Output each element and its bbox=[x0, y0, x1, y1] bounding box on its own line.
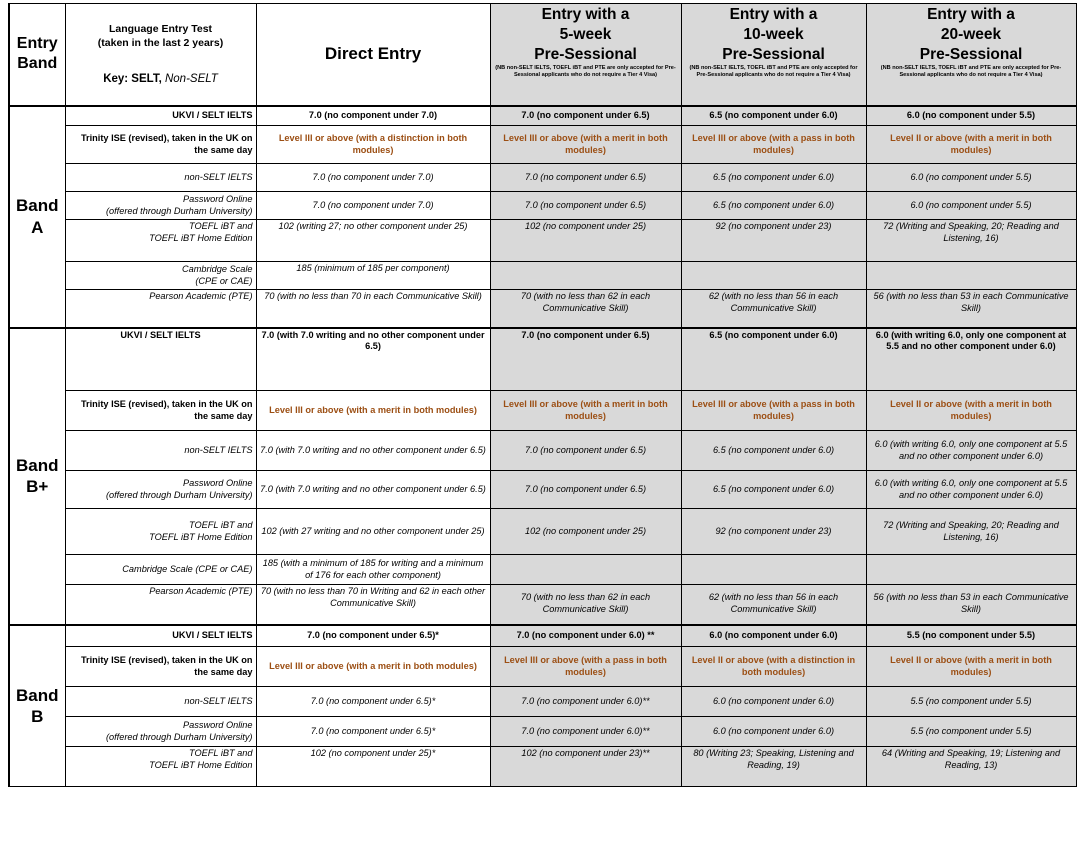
direct-value: 7.0 (with 7.0 writing and no other component under 6.5) bbox=[256, 471, 490, 509]
table-row bbox=[9, 106, 1076, 126]
five-week-value: 7.0 (no component under 6.0)** bbox=[490, 717, 681, 747]
direct-value: 102 (no component under 25)* bbox=[256, 747, 490, 787]
ten-week-value: 6.5 (no component under 6.0) bbox=[681, 431, 866, 471]
ten-week-value: 92 (no component under 23) bbox=[681, 220, 866, 262]
twenty-week-value: 72 (Writing and Speaking, 20; Reading and Listening, 16) bbox=[866, 509, 1076, 555]
twenty-week-value bbox=[866, 262, 1076, 290]
twenty-week-value: 5.5 (no component under 5.5) bbox=[866, 625, 1076, 647]
ten-week-value: 6.5 (no component under 6.0) bbox=[681, 192, 866, 220]
band-a-label: Band A bbox=[9, 106, 65, 328]
twenty-week-value: 6.0 (no component under 5.5) bbox=[866, 106, 1076, 126]
twenty-week-value: 6.0 (no component under 5.5) bbox=[866, 192, 1076, 220]
test-name: Cambridge Scale (CPE or CAE) bbox=[65, 262, 256, 290]
twenty-week-value: 6.0 (with writing 6.0, only one component at 5.5 and no other component under 6.0) bbox=[866, 431, 1076, 471]
twenty-week-value: 56 (with no less than 53 in each Communicative Skill) bbox=[866, 290, 1076, 328]
five-week-value: 70 (with no less than 62 in each Communicative Skill) bbox=[490, 290, 681, 328]
test-name: TOEFL iBT and TOEFL iBT Home Edition bbox=[65, 747, 256, 787]
twenty-week-value: Level II or above (with a merit in both modules) bbox=[866, 391, 1076, 431]
direct-value: 102 (writing 27; no other component under 25) bbox=[256, 220, 490, 262]
direct-value: 7.0 (no component under 6.5)* bbox=[256, 717, 490, 747]
five-week-value: 7.0 (no component under 6.5) bbox=[490, 106, 681, 126]
twenty-week-value: 56 (with no less than 53 in each Communicative Skill) bbox=[866, 585, 1076, 625]
test-name: Password Online (offered through Durham University) bbox=[65, 192, 256, 220]
direct-value: 7.0 (no component under 7.0) bbox=[256, 192, 490, 220]
test-name: Password Online (offered through Durham University) bbox=[65, 717, 256, 747]
direct-entry-header: Direct Entry bbox=[256, 4, 490, 106]
table-row bbox=[9, 687, 1076, 717]
five-week-value: 7.0 (no component under 6.5) bbox=[490, 471, 681, 509]
five-week-value: 7.0 (no component under 6.0)** bbox=[490, 687, 681, 717]
table-row bbox=[9, 328, 1076, 391]
table-row bbox=[9, 747, 1076, 787]
five-week-header: Entry with a 5-week Pre-Sessional (NB non-SELT IELTS, TOEFL iBT and PTE are only accepted for Pre-Sessional applicants who do not require a Tier 4 Visa) bbox=[490, 4, 681, 106]
ten-week-value: 6.0 (no component under 6.0) bbox=[681, 687, 866, 717]
ten-week-value: 6.5 (no component under 6.0) bbox=[681, 328, 866, 391]
direct-value: 7.0 (no component under 6.5)* bbox=[256, 625, 490, 647]
ten-week-value: 92 (no component under 23) bbox=[681, 509, 866, 555]
direct-value: Level III or above (with a distinction in both modules) bbox=[256, 126, 490, 164]
ten-week-value: Level III or above (with a pass in both modules) bbox=[681, 391, 866, 431]
ten-week-value: 6.5 (no component under 6.0) bbox=[681, 164, 866, 192]
test-name: UKVI / SELT IELTS bbox=[65, 328, 256, 391]
five-week-value: 70 (with no less than 62 in each Communicative Skill) bbox=[490, 585, 681, 625]
direct-value: 185 (minimum of 185 per component) bbox=[256, 262, 490, 290]
table-row bbox=[9, 647, 1076, 687]
ten-week-value bbox=[681, 262, 866, 290]
test-name: UKVI / SELT IELTS bbox=[65, 625, 256, 647]
ten-week-value: 80 (Writing 23; Speaking, Listening and Reading, 19) bbox=[681, 747, 866, 787]
table-row bbox=[9, 126, 1076, 164]
five-week-value: 7.0 (no component under 6.5) bbox=[490, 164, 681, 192]
language-test-header: Language Entry Test (taken in the last 2 years) Key: SELT, Non-SELT bbox=[65, 4, 256, 106]
entry-band-header: Entry Band bbox=[9, 4, 65, 106]
test-name: Cambridge Scale (CPE or CAE) bbox=[65, 555, 256, 585]
header-row bbox=[9, 4, 1076, 106]
test-name: Pearson Academic (PTE) bbox=[65, 290, 256, 328]
twenty-week-value: 5.5 (no component under 5.5) bbox=[866, 687, 1076, 717]
ten-week-value: 62 (with no less than 56 in each Communicative Skill) bbox=[681, 585, 866, 625]
direct-value: 185 (with a minimum of 185 for writing and a minimum of 176 for each other component) bbox=[256, 555, 490, 585]
five-week-value bbox=[490, 555, 681, 585]
table-row bbox=[9, 262, 1076, 290]
table-row bbox=[9, 555, 1076, 585]
five-week-value: Level III or above (with a pass in both modules) bbox=[490, 647, 681, 687]
ten-week-value: 6.5 (no component under 6.0) bbox=[681, 106, 866, 126]
table-row bbox=[9, 585, 1076, 625]
test-name: TOEFL iBT and TOEFL iBT Home Edition bbox=[65, 509, 256, 555]
direct-value: Level III or above (with a merit in both modules) bbox=[256, 391, 490, 431]
table-row bbox=[9, 717, 1076, 747]
direct-value: 7.0 (no component under 7.0) bbox=[256, 106, 490, 126]
direct-value: 102 (with 27 writing and no other component under 25) bbox=[256, 509, 490, 555]
test-name: Trinity ISE (revised), taken in the UK on the same day bbox=[65, 647, 256, 687]
five-week-value: 7.0 (no component under 6.5) bbox=[490, 431, 681, 471]
ten-week-value: 6.0 (no component under 6.0) bbox=[681, 717, 866, 747]
test-name: non-SELT IELTS bbox=[65, 431, 256, 471]
direct-value: 7.0 (no component under 7.0) bbox=[256, 164, 490, 192]
test-name: Password Online (offered through Durham University) bbox=[65, 471, 256, 509]
test-name: Trinity ISE (revised), taken in the UK on the same day bbox=[65, 391, 256, 431]
five-week-value: Level III or above (with a merit in both modules) bbox=[490, 391, 681, 431]
direct-value: 70 (with no less than 70 in each Communicative Skill) bbox=[256, 290, 490, 328]
direct-value: 7.0 (no component under 6.5)* bbox=[256, 687, 490, 717]
ten-week-value: Level II or above (with a distinction in both modules) bbox=[681, 647, 866, 687]
test-name: UKVI / SELT IELTS bbox=[65, 106, 256, 126]
ten-week-value: Level III or above (with a pass in both modules) bbox=[681, 126, 866, 164]
table-row bbox=[9, 471, 1076, 509]
table-row bbox=[9, 192, 1076, 220]
ten-week-value: 6.5 (no component under 6.0) bbox=[681, 471, 866, 509]
band-b-label: Band B bbox=[9, 625, 65, 787]
table-row bbox=[9, 290, 1076, 328]
test-name: Trinity ISE (revised), taken in the UK on the same day bbox=[65, 126, 256, 164]
table-row bbox=[9, 625, 1076, 647]
band-bplus-label: Band B+ bbox=[9, 328, 65, 625]
direct-value: 7.0 (with 7.0 writing and no other component under 6.5) bbox=[256, 328, 490, 391]
twenty-week-value: 6.0 (no component under 5.5) bbox=[866, 164, 1076, 192]
table-row bbox=[9, 509, 1076, 555]
ten-week-value: 62 (with no less than 56 in each Communicative Skill) bbox=[681, 290, 866, 328]
five-week-value: 102 (no component under 23)** bbox=[490, 747, 681, 787]
direct-value: 7.0 (with 7.0 writing and no other component under 6.5) bbox=[256, 431, 490, 471]
five-week-value: 102 (no component under 25) bbox=[490, 220, 681, 262]
table-row bbox=[9, 431, 1076, 471]
entry-requirements-table bbox=[8, 3, 1077, 787]
twenty-week-value bbox=[866, 555, 1076, 585]
key-legend: Key: SELT, Non-SELT bbox=[103, 73, 218, 86]
twenty-week-value: 6.0 (with writing 6.0, only one component at 5.5 and no other component under 6.0) bbox=[866, 471, 1076, 509]
test-name: Pearson Academic (PTE) bbox=[65, 585, 256, 625]
five-week-value bbox=[490, 262, 681, 290]
twenty-week-value: 64 (Writing and Speaking, 19; Listening and Reading, 13) bbox=[866, 747, 1076, 787]
five-week-value: 7.0 (no component under 6.5) bbox=[490, 328, 681, 391]
five-week-value: 7.0 (no component under 6.0) ** bbox=[490, 625, 681, 647]
table-row bbox=[9, 391, 1076, 431]
twenty-week-value: 6.0 (with writing 6.0, only one component at 5.5 and no other component under 6.0) bbox=[866, 328, 1076, 391]
twenty-week-value: Level II or above (with a merit in both modules) bbox=[866, 647, 1076, 687]
test-name: TOEFL iBT and TOEFL iBT Home Edition bbox=[65, 220, 256, 262]
five-week-value: Level III or above (with a merit in both modules) bbox=[490, 126, 681, 164]
twenty-week-header: Entry with a 20-week Pre-Sessional (NB non-SELT IELTS, TOEFL iBT and PTE are only accepted for Pre-Sessional applicants who do not require a Tier 4 Visa) bbox=[866, 4, 1076, 106]
ten-week-header: Entry with a 10-week Pre-Sessional (NB non-SELT IELTS, TOEFL iBT and PTE are only accepted for Pre-Sessional applicants who do not require a Tier 4 Visa) bbox=[681, 4, 866, 106]
five-week-value: 7.0 (no component under 6.5) bbox=[490, 192, 681, 220]
test-name: non-SELT IELTS bbox=[65, 687, 256, 717]
twenty-week-value: Level II or above (with a merit in both modules) bbox=[866, 126, 1076, 164]
table-row bbox=[9, 220, 1076, 262]
ten-week-value bbox=[681, 555, 866, 585]
direct-value: 70 (with no less than 70 in Writing and 62 in each other Communicative Skill) bbox=[256, 585, 490, 625]
ten-week-value: 6.0 (no component under 6.0) bbox=[681, 625, 866, 647]
twenty-week-value: 72 (Writing and Speaking, 20; Reading and Listening, 16) bbox=[866, 220, 1076, 262]
test-name: non-SELT IELTS bbox=[65, 164, 256, 192]
direct-value: Level III or above (with a merit in both modules) bbox=[256, 647, 490, 687]
twenty-week-value: 5.5 (no component under 5.5) bbox=[866, 717, 1076, 747]
table-row bbox=[9, 164, 1076, 192]
five-week-value: 102 (no component under 25) bbox=[490, 509, 681, 555]
